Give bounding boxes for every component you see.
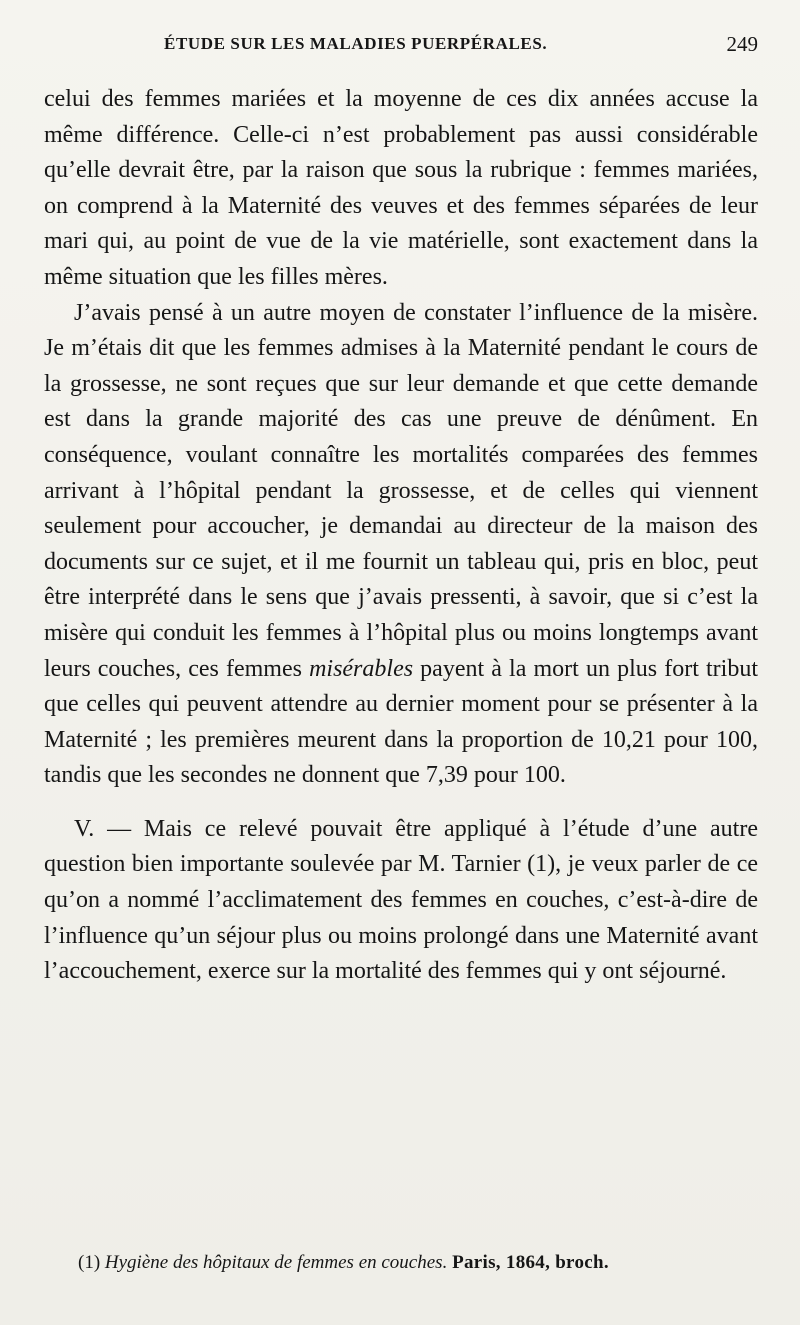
body-text bbox=[44, 82, 758, 990]
footnote bbox=[78, 1252, 609, 1274]
paragraph-1 bbox=[44, 82, 758, 296]
page-number: 249 bbox=[726, 32, 758, 56]
running-title: ÉTUDE SUR LES MALADIES PUERPÉRALES. bbox=[164, 34, 548, 53]
paragraph-2-text-end: payent à la mort un plus fort tribut que celles qui peuvent attendre au dernier moment pour se présenter à la Maternité ; les premières meurent dans la proportion de 10,21 pour 100, tandis que les secondes ne donnent que 7,39 pour 100. bbox=[44, 655, 758, 789]
paragraph-2-text-start: J’avais pensé à un autre moyen de constater l’influence de la misère. Je m’étais dit que les femmes admises à la Maternité pendant le cours de la grossesse, ne sont reçues que sur leur demande et que cette demande est dans la grande majorité des cas une preuve de dénûment. En conséquence, voulant connaître les mortalités comparées des femmes arrivant à l’hôpital pendant la grossesse, et de celles qui viennent seulement pour accoucher, je demandai au directeur de la maison des documents sur ce sujet, et il me fournit un tableau qui, pris en bloc, peut être interprété dans le sens que j’avais pressenti, à savoir, que si c’est la misère qui conduit les femmes à l’hôpital plus ou moins longtemps avant leurs couches, ces femmes bbox=[44, 299, 758, 682]
running-head bbox=[44, 34, 758, 64]
paragraph-3 bbox=[44, 812, 758, 990]
paragraph-2-italic-word: misérables bbox=[309, 655, 414, 682]
footnote-publication: Paris, 1864, broch. bbox=[452, 1252, 609, 1273]
paragraph-3-text: V. — Mais ce relevé pouvait être appliqué à l’étude d’une autre question bien importante soulevée par M. Tarnier (1), je veux parler de ce qu’on a nommé l’acclimatement des femmes en couches, c’est-à-dire de l’influence qu’un séjour plus ou moins prolongé dans une Maternité avant l’accouchement, exerce sur la mortalité des femmes qui y ont séjourné. bbox=[44, 815, 758, 985]
footnote-title: Hygiène des hôpitaux de femmes en couches. bbox=[104, 1252, 448, 1273]
paragraph-2 bbox=[44, 296, 758, 794]
paragraph-1-text: celui des femmes mariées et la moyenne de ces dix années accuse la même différence. Celle-ci n’est probablement pas aussi considérable qu’elle devrait être, par la raison que sous la rubrique : femmes mariées, on comprend à la Maternité des veuves et des femmes séparées de leur mari qui, au point de vue de la vie matérielle, sont exactement dans la même situation que les filles mères. bbox=[44, 86, 758, 290]
footnote-marker: (1) bbox=[78, 1252, 101, 1273]
